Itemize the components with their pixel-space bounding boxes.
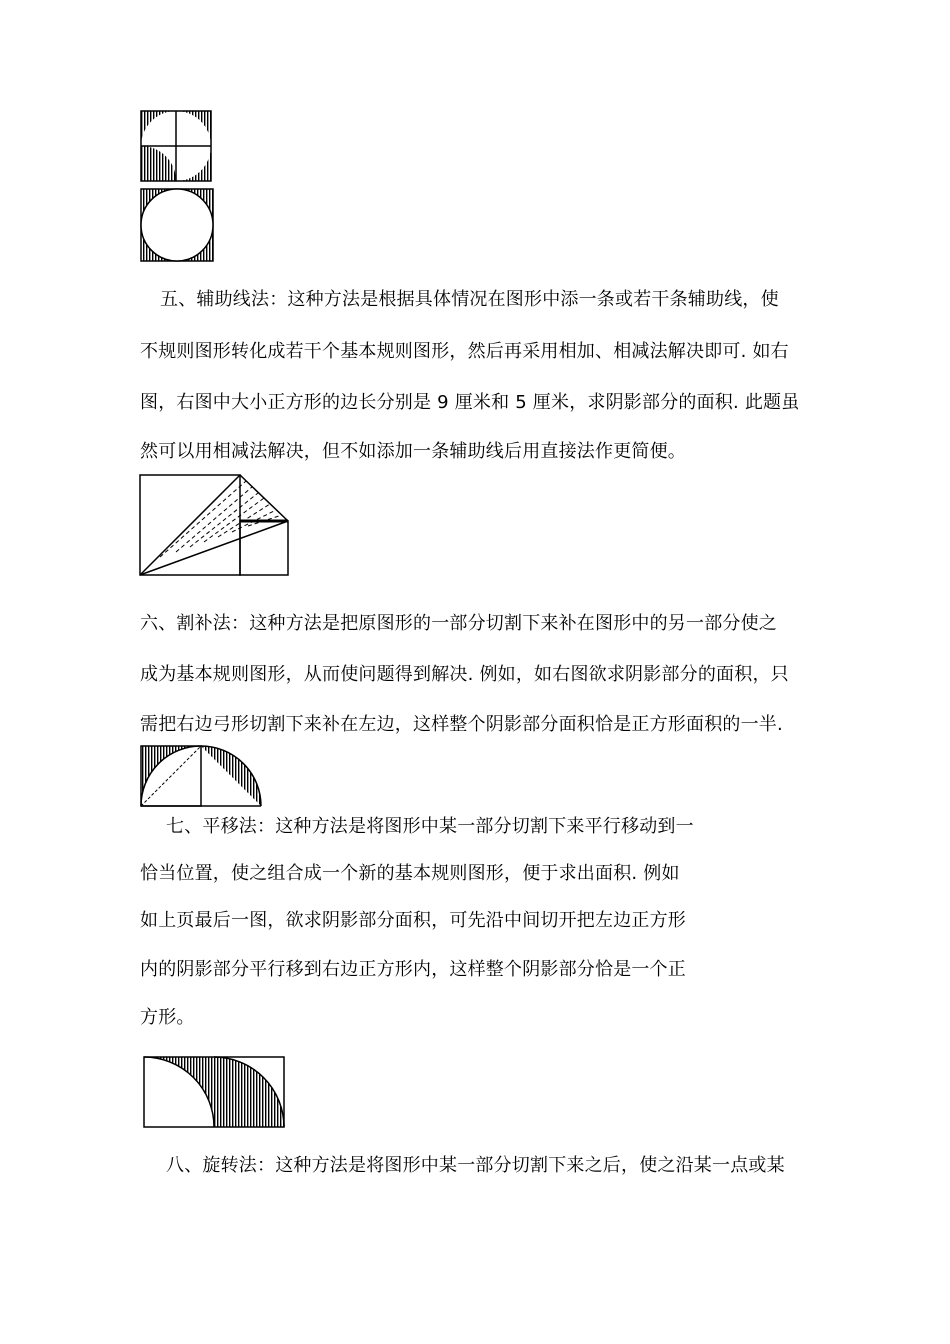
section7-line-1: 七、平移法：这种方法是将图形中某一部分切割下来平行移动到一: [166, 816, 694, 837]
section8-line-1: 八、旋转法：这种方法是将图形中某一部分切割下来之后，使之沿某一点或某: [166, 1155, 785, 1176]
figure-cut-and-fill: [139, 744, 269, 808]
section7-line-3: 如上页最后一图，欲求阴影部分面积，可先沿中间切开把左边正方形: [140, 910, 686, 931]
section7-line-2: 恰当位置，使之组合成一个新的基本规则图形，便于求出面积. 例如: [140, 863, 680, 884]
figure-circle-in-square: [140, 188, 214, 262]
section6-line-3: 需把右边弓形切割下来补在左边，这样整个阴影部分面积恰是正方形面积的一半.: [140, 714, 783, 735]
section5-line-4: 然可以用相减法解决，但不如添加一条辅助线后用直接法作更简便。: [140, 441, 686, 462]
figure-pinwheel: [140, 110, 212, 182]
section5-line-1: 五、辅助线法：这种方法是根据具体情况在图形中添一条或若干条辅助线，使: [160, 289, 779, 310]
figure-translation: [142, 1055, 288, 1129]
section6-line-1: 六、割补法：这种方法是把原图形的一部分切割下来补在图形中的另一部分使之: [140, 613, 777, 634]
section5-line-2: 不规则图形转化成若干个基本规则图形，然后再采用相加、相减法解决即可. 如右: [140, 341, 789, 362]
figure-two-squares-auxiliary-line: [138, 473, 292, 579]
section7-line-5: 方形。: [140, 1007, 195, 1028]
section7-line-4: 内的阴影部分平行移到右边正方形内，这样整个阴影部分恰是一个正: [140, 959, 686, 980]
section5-line-3: 图，右图中大小正方形的边长分别是 9 厘米和 5 厘米，求阴影部分的面积. 此题虽: [140, 392, 800, 413]
section6-line-2: 成为基本规则图形，从而使问题得到解决. 例如，如右图欲求阴影部分的面积，只: [140, 664, 789, 685]
